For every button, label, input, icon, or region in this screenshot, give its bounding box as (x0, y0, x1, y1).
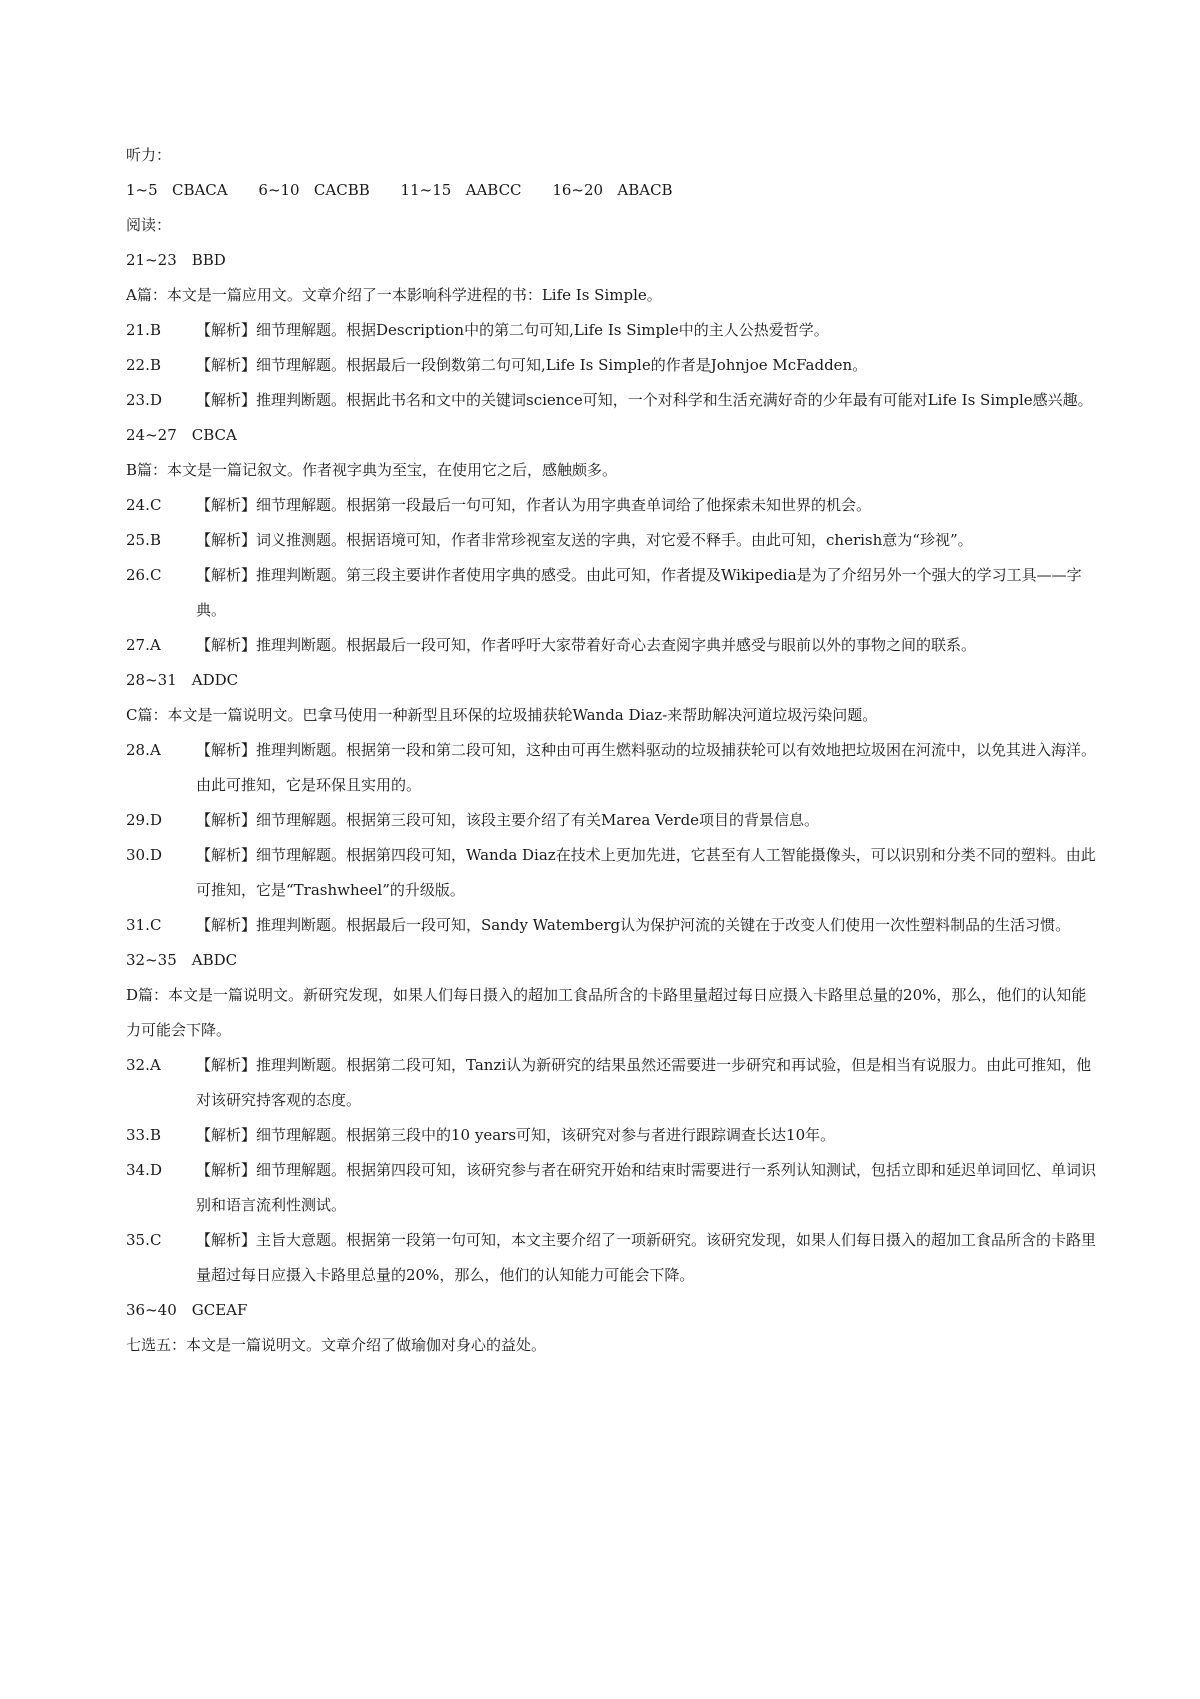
listening-range-3: 11~15 AABCC (400, 181, 522, 199)
listening-answers (126, 173, 1096, 208)
section-c-answers: 28~31 ADDC (126, 671, 239, 689)
listening-range-2: 6~10 CACBB (258, 181, 370, 199)
answer-item-22: 22. B 【解析】细节理解题。根据最后一段倒数第二句可知,Life Is Simple的作者是Johnjoe McFadden。 (126, 356, 868, 374)
answer-key-content (126, 138, 1096, 1363)
section-e-intro: 七选五：本文是一篇说明文。文章介绍了做瑜伽对身心的益处。 (126, 1336, 547, 1354)
answer-item-29: 29. D 【解析】细节理解题。根据第三段可知，该段主要介绍了有关Marea Verde项目的背景信息。 (126, 811, 820, 829)
answer-item-26: 26. C 【解析】推理判断题。第三段主要讲作者使用字典的感受。由此可知，作者提及Wikipedia是为了介绍另外一个强大的学习工具——字典。 (126, 566, 1082, 619)
section-d-intro: D篇：本文是一篇说明文。新研究发现，如果人们每日摄入的超加工食品所含的卡路里量超过每日应摄入卡路里总量的20%，那么，他们的认知能力可能会下降。 (126, 986, 1087, 1039)
listening-heading: 听力： (126, 146, 172, 164)
section-a-intro: A篇：本文是一篇应用文。文章介绍了一本影响科学进程的书：Life Is Simple。 (126, 286, 662, 304)
section-b-answers: 24~27 CBCA (126, 426, 237, 444)
answer-item-23: 23. D 【解析】推理判断题。根据此书名和文中的关键词science可知，一个对科学和生活充满好奇的少年最有可能对Life Is Simple感兴趣。 (126, 391, 1093, 409)
answer-item-35: 35. C 【解析】主旨大意题。根据第一段第一句可知，本文主要介绍了一项新研究。该研究发现，如果人们每日摄入的超加工食品所含的卡路里量超过每日应摄入卡路里总量的20%，那么，他们的认知能力可能会下降。 (126, 1231, 1097, 1284)
section-e-answers: 36~40 GCEAF (126, 1301, 248, 1319)
section-d-answers: 32~35 ABDC (126, 951, 238, 969)
answer-item-31: 31. C 【解析】推理判断题。根据最后一段可知，Sandy Watemberg认为保护河流的关键在于改变人们使用一次性塑料制品的生活习惯。 (126, 916, 1071, 934)
answer-item-27: 27. A 【解析】推理判断题。根据最后一段可知，作者呼吁大家带着好奇心去查阅字典并感受与眼前以外的事物之间的联系。 (126, 636, 977, 654)
section-a-answers: 21~23 BBD (126, 251, 226, 269)
answer-item-32: 32. A 【解析】推理判断题。根据第二段可知，Tanzi认为新研究的结果虽然还需要进一步研究和再试验，但是相当有说服力。由此可推知，他对该研究持客观的态度。 (126, 1056, 1092, 1109)
answer-item-24: 24. C 【解析】细节理解题。根据第一段最后一句可知，作者认为用字典查单词给了他探索未知世界的机会。 (126, 496, 872, 514)
answer-item-28: 28. A 【解析】推理判断题。根据第一段和第二段可知，这种由可再生燃料驱动的垃圾捕获轮可以有效地把垃圾困在河流中，以免其进入海洋。由此可推知，它是环保且实用的。 (126, 741, 1097, 794)
section-b-intro: B篇：本文是一篇记叙文。作者视字典为至宝，在使用它之后，感触颇多。 (126, 461, 618, 479)
section-c-intro: C篇：本文是一篇说明文。巴拿马使用一种新型且环保的垃圾捕获轮Wanda Diaz-来帮助解决河道垃圾污染问题。 (126, 706, 878, 724)
answer-item-33: 33. B 【解析】细节理解题。根据第三段中的10 years可知，该研究对参与者进行跟踪调查长达10年。 (126, 1126, 836, 1144)
answer-item-21: 21. B 【解析】细节理解题。根据Description中的第二句可知,Life Is Simple中的主人公热爱哲学。 (126, 321, 829, 339)
listening-range-4: 16~20 ABACB (552, 181, 673, 199)
reading-heading: 阅读： (126, 216, 172, 234)
answer-item-30: 30. D 【解析】细节理解题。根据第四段可知，Wanda Diaz在技术上更加先进，它甚至有人工智能摄像头，可以识别和分类不同的塑料。由此可推知，它是“Trashwheel”的升级版。 (126, 846, 1096, 899)
answer-item-34: 34. D 【解析】细节理解题。根据第四段可知，该研究参与者在研究开始和结束时需要进行一系列认知测试，包括立即和延迟单词回忆、单词识别和语言流利性测试。 (126, 1161, 1097, 1214)
listening-range-1: 1~5 CBACA (126, 181, 228, 199)
answer-item-25: 25. B 【解析】词义推测题。根据语境可知，作者非常珍视室友送的字典，对它爱不释手。由此可知，cherish意为“珍视”。 (126, 531, 973, 549)
